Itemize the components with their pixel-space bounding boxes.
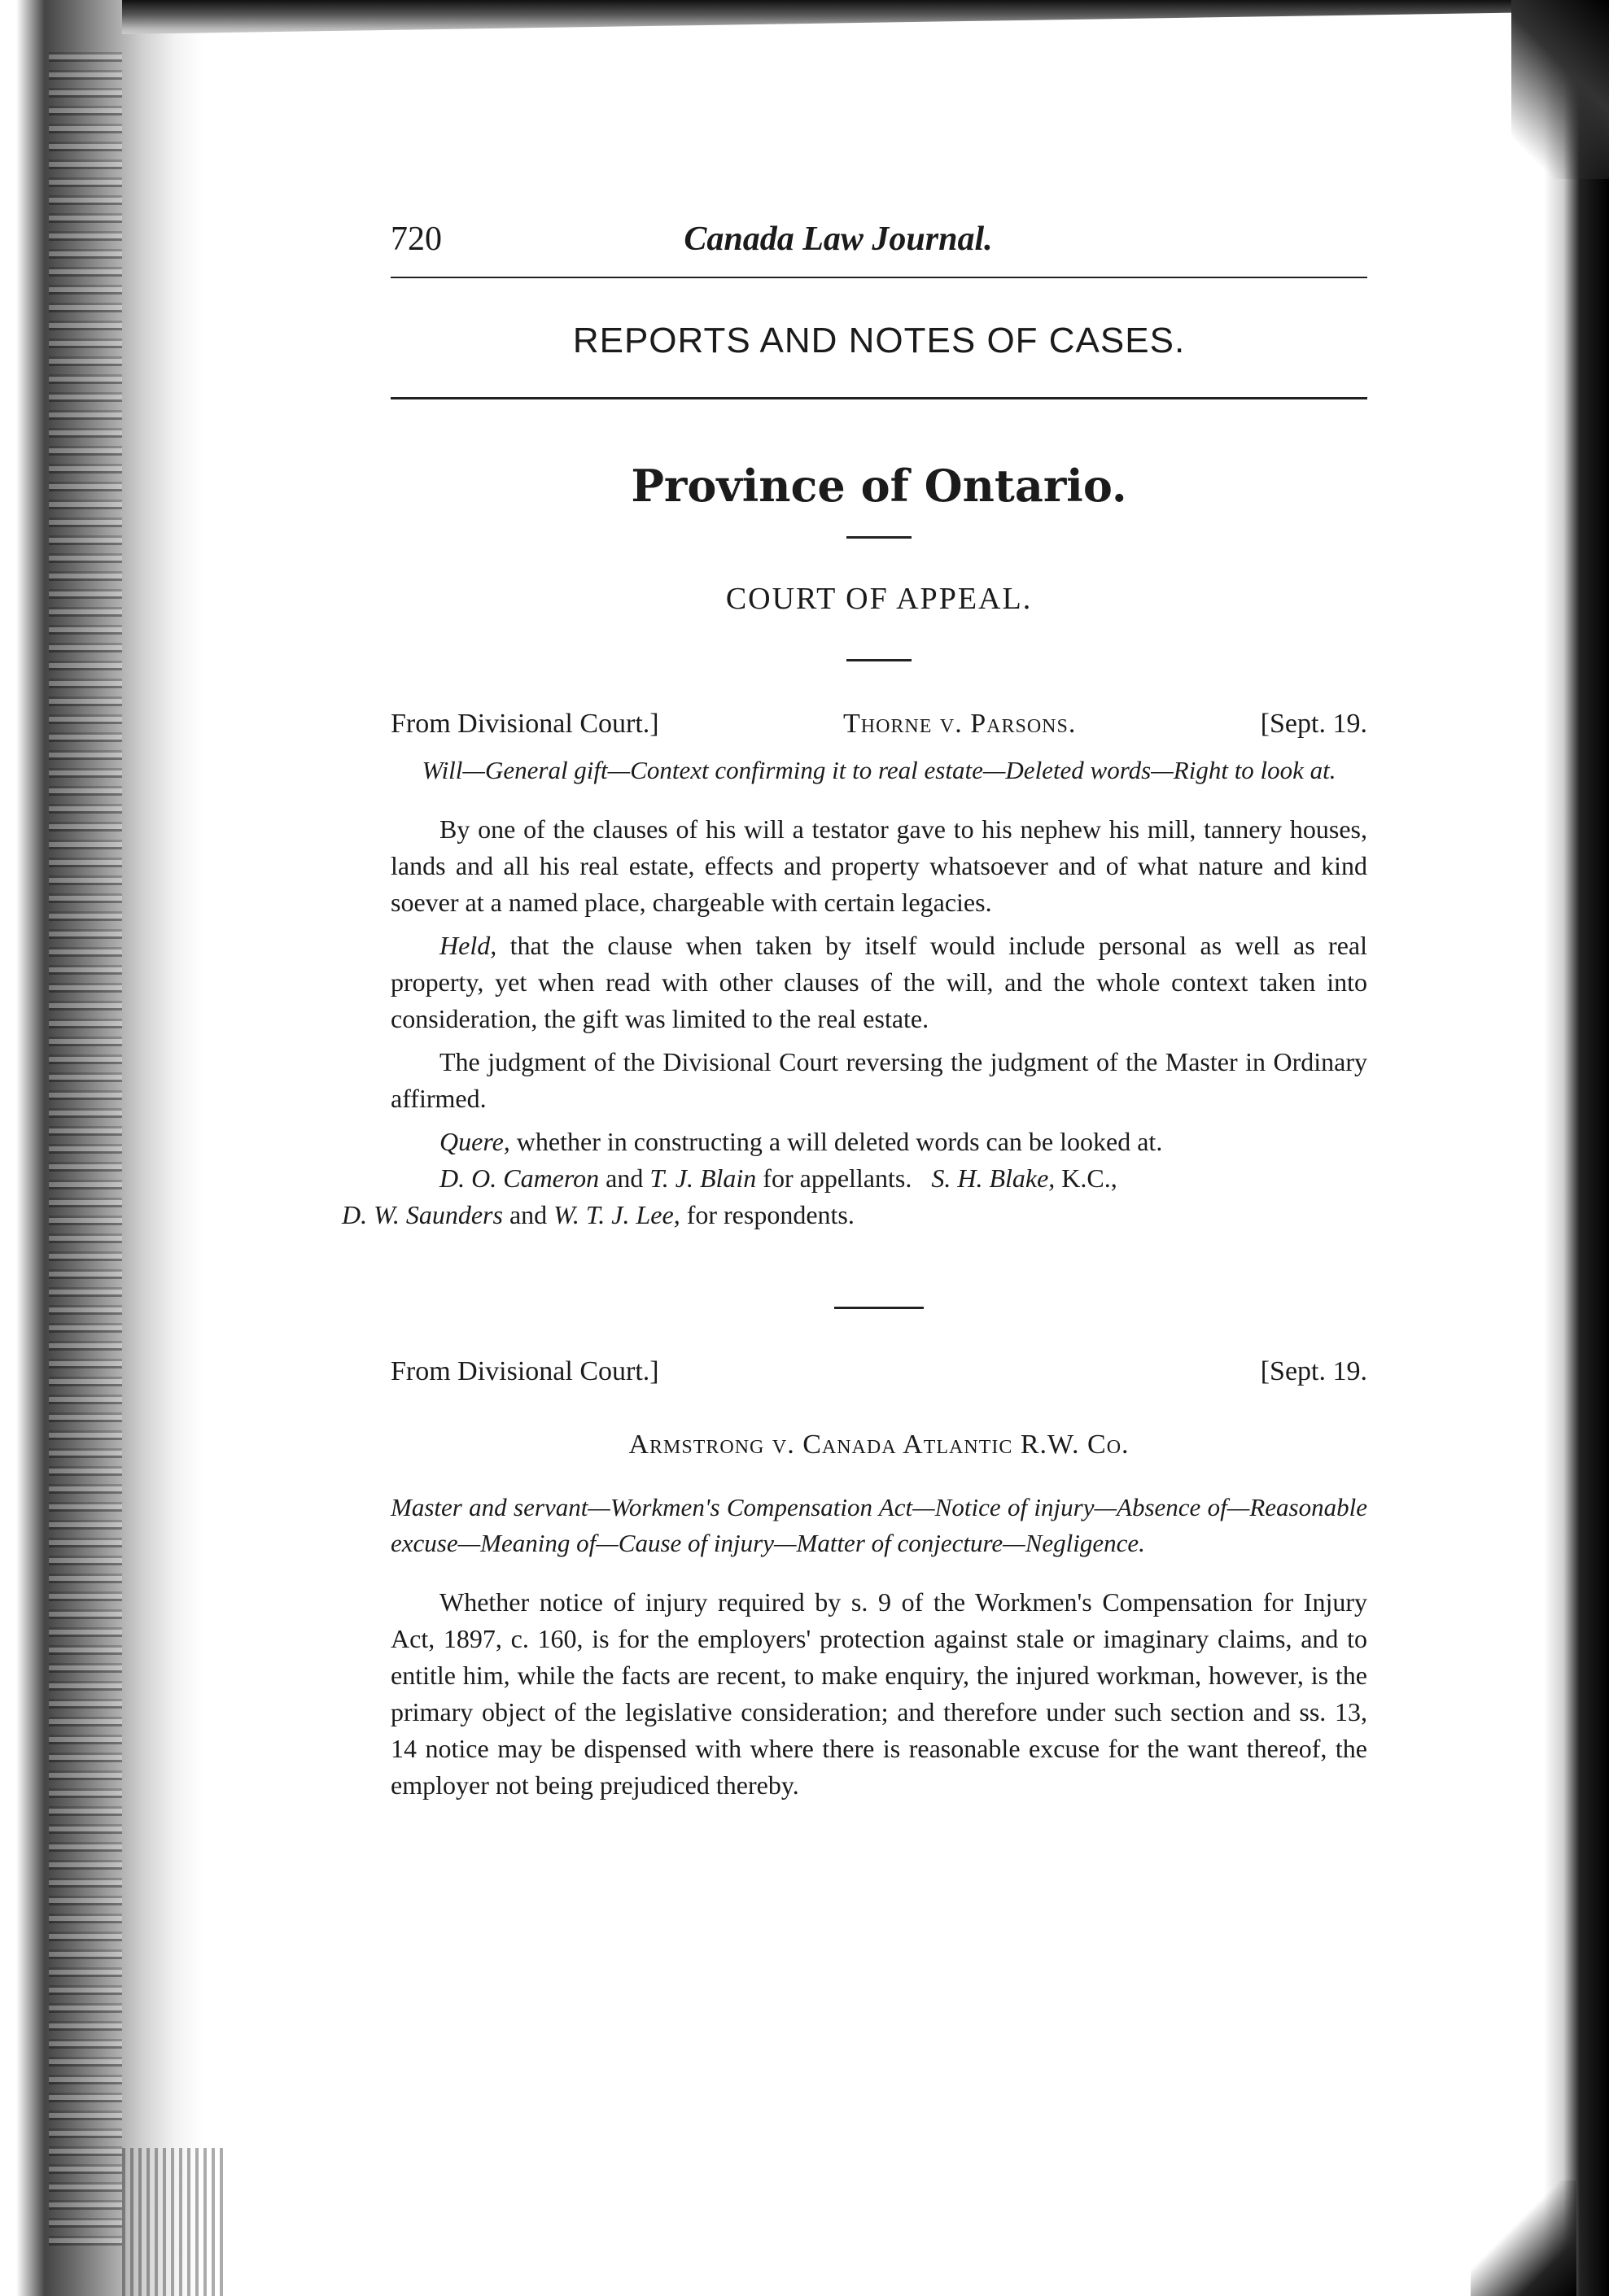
scan-noise-bottom-left — [122, 2148, 228, 2296]
case-date: [Sept. 19. — [1260, 1356, 1367, 1386]
counsel-text: K.C., — [1061, 1163, 1117, 1193]
running-head — [391, 220, 1367, 278]
case-paragraph-text: whether in constructing a will deleted words can be looked at. — [516, 1127, 1163, 1156]
counsel-name: T. J. Blain — [649, 1163, 757, 1193]
section-rule — [391, 397, 1367, 403]
divider — [834, 1307, 924, 1309]
scan-corner-shadow — [1511, 0, 1609, 179]
scan-corner-bottom-right — [1471, 2180, 1576, 2296]
scan-shadow-top — [122, 0, 1546, 49]
province-heading: Province of Ontario. — [631, 460, 1127, 512]
divider — [846, 659, 912, 661]
counsel-name: D. O. Cameron — [439, 1163, 600, 1193]
journal-title: Canada Law Journal. — [684, 220, 993, 258]
case-paragraph: By one of the clauses of his will a testator gave to his nephew his mill, tannery houses, lands and all his real estate, effects and property whatsoever and of what nature and kind soever at a named place, chargeable with certain legacies. — [391, 814, 1367, 917]
counsel-text: for respondents. — [686, 1200, 855, 1229]
case-paragraph-text: that the clause when taken by itself would include personal as well as real property, yet when read with other clauses of the will, and the whole context taken into consideration, the gift was limited to the real estate. — [391, 931, 1368, 1033]
case-paragraph — [391, 928, 1367, 1037]
case-heading — [391, 1356, 1367, 1387]
quere-word: Quere, — [439, 1127, 510, 1156]
divider — [846, 536, 912, 539]
court-heading: COURT OF APPEAL. — [725, 582, 1033, 616]
counsel-text: and — [606, 1163, 644, 1193]
case-paragraph — [391, 1124, 1367, 1160]
case-origin: From Divisional Court.] — [391, 1356, 659, 1386]
case-headnote: Will—General gift—Context confirming it to real estate—Deleted words—Right to look at. — [422, 756, 1336, 784]
case-headnote: Master and servant—Workmen's Compensation Act—Notice of injury—Absence of—Reasonable excuse—Meaning of—Cause of injury—Matter of conjecture—Negligence. — [391, 1493, 1367, 1557]
scan-shadow-left — [0, 0, 203, 2296]
case-origin: From Divisional Court.] — [391, 709, 659, 739]
section-title: REPORTS AND NOTES OF CASES. — [572, 321, 1186, 360]
counsel-line — [342, 1160, 1367, 1233]
scan-shadow-right — [1544, 0, 1609, 2296]
case-parties: Thorne v. Parsons. — [842, 709, 1077, 739]
counsel-text: for appellants. — [763, 1163, 912, 1193]
counsel-name: D. W. Saunders — [342, 1200, 503, 1229]
case-heading — [391, 709, 1367, 740]
page-body — [342, 220, 1368, 1804]
case-paragraph: Whether notice of injury required by s. 9 of the Workmen's Compensation for Injury Act, 1897, c. 160, is for the employers' protection against stale or imaginary claims, and to entitle him, while the facts are recent, to make enquiry, the injured workman, however, is the primary object of the legislative consideration; and therefore under such section and ss. 13, 14 notice may be dispensed with where there is reasonable excuse for the want thereof, the employer not being prejudiced thereby. — [391, 1587, 1367, 1800]
held-word: Held, — [439, 931, 497, 960]
case-paragraph: The judgment of the Divisional Court reversing the judgment of the Master in Ordinary affirmed. — [391, 1047, 1367, 1113]
counsel-text: and — [509, 1200, 548, 1229]
case-parties: Armstrong v. Canada Atlantic R.W. Co. — [628, 1430, 1130, 1460]
page-number: 720 — [391, 220, 442, 258]
case-date: [Sept. 19. — [1260, 709, 1367, 739]
counsel-name: S. H. Blake, — [931, 1163, 1056, 1193]
counsel-name: W. T. J. Lee, — [553, 1200, 680, 1229]
